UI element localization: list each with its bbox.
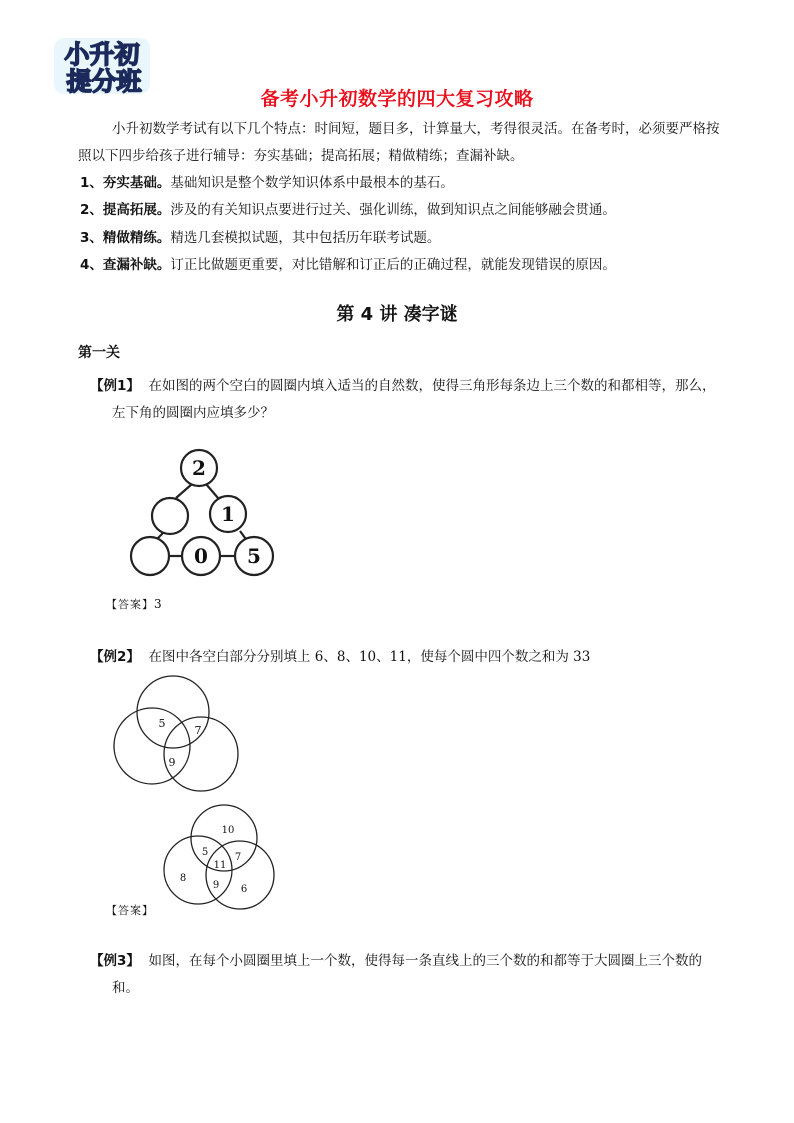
example3-line2: 和。 xyxy=(112,980,139,996)
logo-line2: 提分班 xyxy=(66,67,142,96)
tip-text: 订正比做题更重要，对比错解和订正后的正确过程，就能发现错误的原因。 xyxy=(170,256,616,273)
venn-a-ac: 7 xyxy=(234,852,242,863)
answer-value: 3 xyxy=(154,597,162,611)
tip-label: 1、夯实基础。 xyxy=(80,175,171,191)
tip-item xyxy=(80,252,730,279)
example1-line1: 在如图的两个空白的圆圈内填入适当的自然数，使得三角形每条边上三个数的和都相等，那么， xyxy=(148,378,716,394)
venn-a-left: 8 xyxy=(179,873,187,884)
venn-answer xyxy=(158,804,278,912)
venn-q-ac: 7 xyxy=(194,724,202,737)
num-top: 2 xyxy=(192,456,206,480)
answer-label: 【答案】 xyxy=(106,598,154,611)
tip-item xyxy=(80,170,730,197)
venn-q-bc: 9 xyxy=(168,756,176,769)
triangle-figure xyxy=(128,442,278,578)
tip-item xyxy=(80,197,730,224)
venn-a-bc: 9 xyxy=(212,880,220,891)
example1-line2: 左下角的圆圈内应填多少？ xyxy=(112,405,274,421)
example2-text: 在图中各空白部分分别填上 6、8、10、11，使每个圆中四个数之和为 33 xyxy=(148,649,591,665)
circle-left-mid xyxy=(152,498,188,534)
tip-text: 涉及的有关知识点要进行过关、强化训练，做到知识点之间能够融会贯通。 xyxy=(170,202,616,219)
lecture-title: 第 4 讲 凑字谜 xyxy=(336,304,458,325)
venn-a-top: 10 xyxy=(221,825,235,836)
intro-paragraph: 小升初数学考试有以下几个特点：时间短，题目多，计算量大，考得很灵活。在备考时，必须要严格按照以下四步给孩子进行辅导：夯实基础；提高拓展；精做精练；查漏补缺。 xyxy=(78,121,720,164)
venn-a-ab: 5 xyxy=(201,847,209,858)
circle-bottom-left xyxy=(131,537,169,575)
tip-text: 基础知识是整个数学知识体系中最根本的基石。 xyxy=(170,175,454,191)
tip-item xyxy=(80,225,730,252)
tip-label: 2、提高拓展。 xyxy=(80,202,171,219)
example1-answer xyxy=(106,596,162,612)
logo-line1: 小升初 xyxy=(64,40,140,69)
example2-answer xyxy=(106,902,154,918)
tip-text: 精选几套模拟试题，其中包括历年联考试题。 xyxy=(170,229,441,246)
example2-label: 【例2】 xyxy=(90,649,140,665)
venn-q-ab: 5 xyxy=(158,717,166,730)
num-right-mid: 1 xyxy=(221,502,235,526)
example2 xyxy=(90,644,730,671)
answer-label: 【答案】 xyxy=(106,904,154,917)
tip-label: 3、精做精练。 xyxy=(80,229,171,246)
venn-a-center: 11 xyxy=(213,860,227,871)
num-bottom-mid: 0 xyxy=(194,544,208,568)
example1-label: 【例1】 xyxy=(90,378,140,394)
level-heading: 第一关 xyxy=(78,345,120,361)
tip-label: 4、查漏补缺。 xyxy=(80,256,171,273)
venn-question xyxy=(110,672,240,794)
example1 xyxy=(90,373,730,427)
venn-a-right: 6 xyxy=(240,884,248,895)
num-bottom-right: 5 xyxy=(247,544,261,568)
example3-label: 【例3】 xyxy=(90,953,140,969)
page-title: 备考小升初数学的四大复习攻略 xyxy=(260,88,534,110)
example3-line1: 如图，在每个小圆圈里填上一个数，使得每一条直线上的三个数的和都等于大圆圈上三个数的 xyxy=(148,953,702,969)
tips-list xyxy=(80,170,730,279)
example3 xyxy=(90,948,730,1002)
